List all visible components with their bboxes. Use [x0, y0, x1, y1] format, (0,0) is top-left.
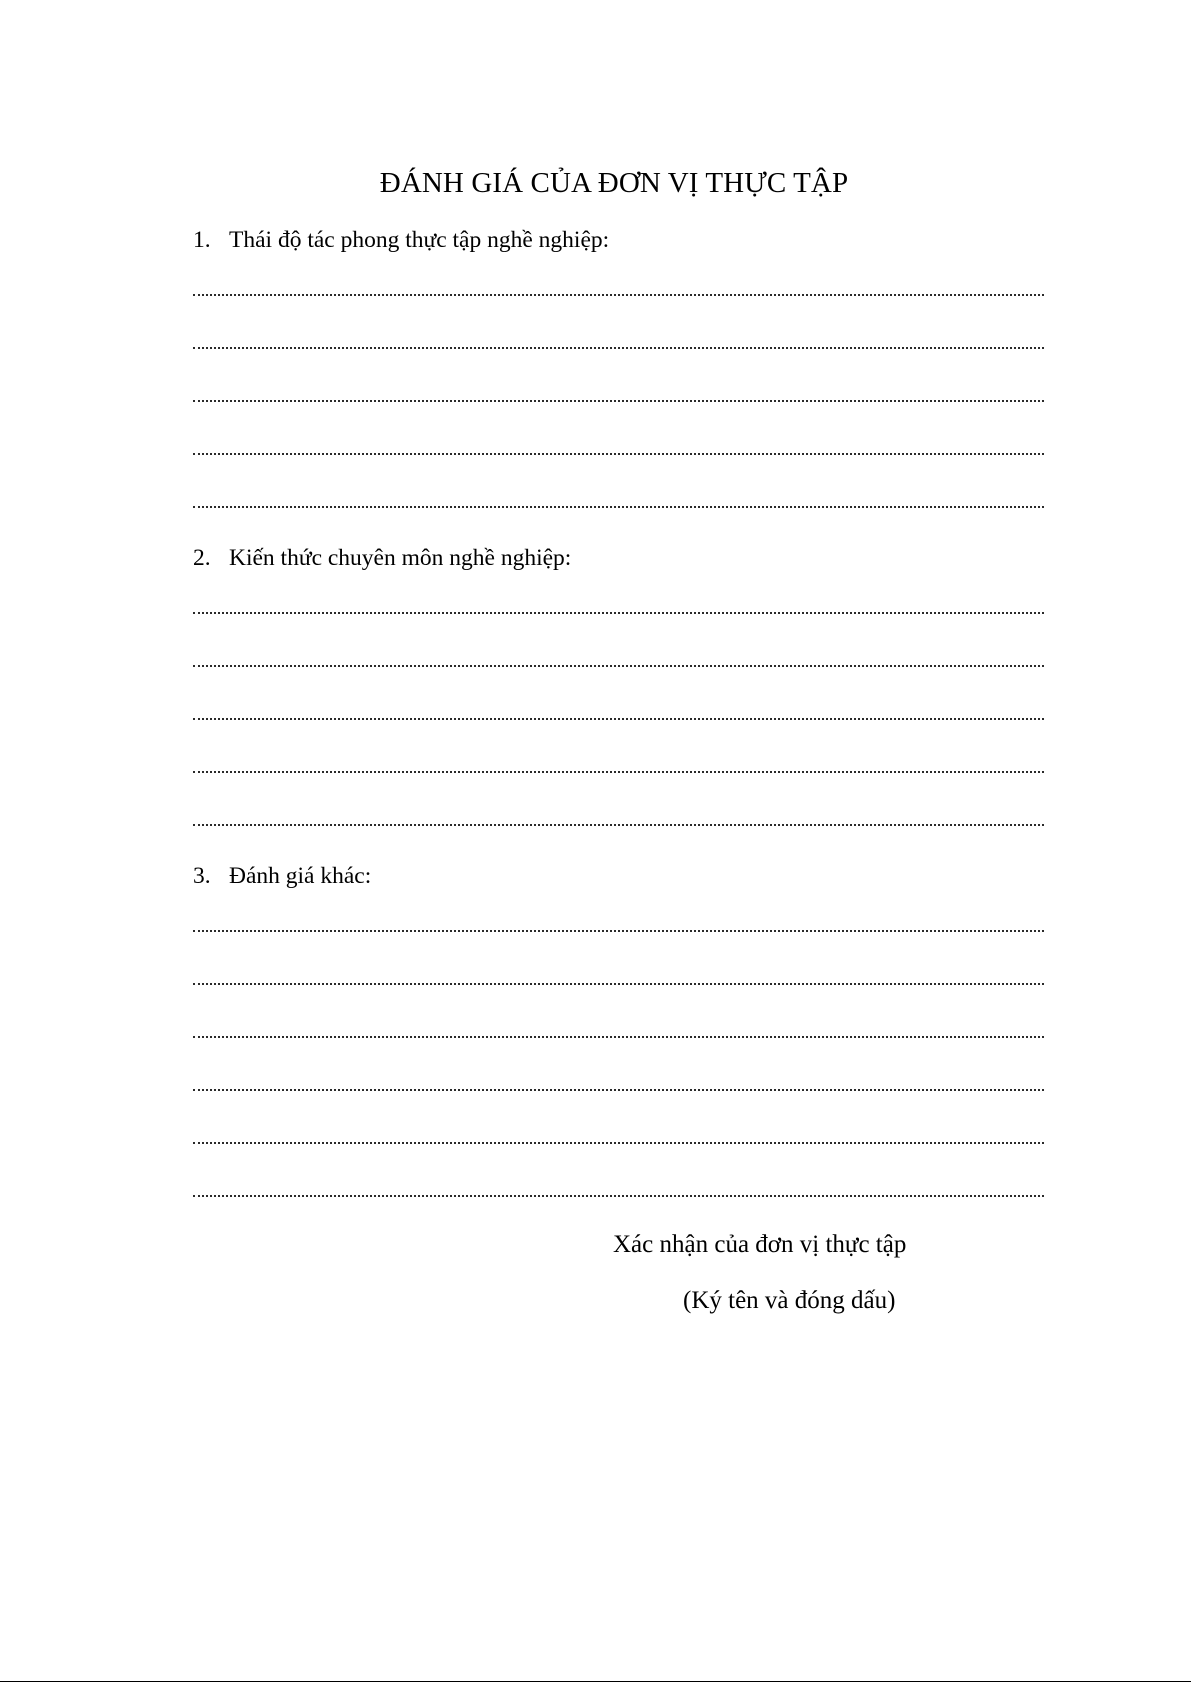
answer-line[interactable] — [193, 1195, 1044, 1197]
answer-line[interactable] — [193, 453, 1044, 455]
page-bottom-rule — [0, 1681, 1191, 1682]
section-heading-knowledge — [193, 543, 571, 573]
answer-line[interactable] — [193, 718, 1044, 720]
answer-line[interactable] — [193, 400, 1044, 402]
answer-line[interactable] — [193, 983, 1044, 985]
answer-line[interactable] — [193, 930, 1044, 932]
section-number: 3. — [193, 863, 211, 889]
section-heading-other — [193, 861, 371, 891]
section-label: Kiến thức chuyên môn nghề nghiệp: — [229, 545, 572, 571]
section-heading-attitude — [193, 225, 609, 255]
confirmation-title: Xác nhận của đơn vị thực tập — [613, 1231, 907, 1258]
answer-line[interactable] — [193, 506, 1044, 508]
answer-line[interactable] — [193, 824, 1044, 826]
document-title: ĐÁNH GIÁ CỦA ĐƠN VỊ THỰC TẬP — [379, 167, 849, 199]
section-number: 2. — [193, 545, 211, 571]
section-label: Đánh giá khác: — [229, 863, 372, 889]
answer-line[interactable] — [193, 1142, 1044, 1144]
section-number: 1. — [193, 227, 211, 253]
answer-line[interactable] — [193, 1089, 1044, 1091]
section-label: Thái độ tác phong thực tập nghề nghiệp: — [229, 227, 610, 253]
answer-line[interactable] — [193, 294, 1044, 296]
answer-line[interactable] — [193, 665, 1044, 667]
signature-instruction: (Ký tên và đóng dấu) — [683, 1287, 896, 1314]
answer-line[interactable] — [193, 612, 1044, 614]
answer-line[interactable] — [193, 1036, 1044, 1038]
answer-line[interactable] — [193, 771, 1044, 773]
answer-line[interactable] — [193, 347, 1044, 349]
